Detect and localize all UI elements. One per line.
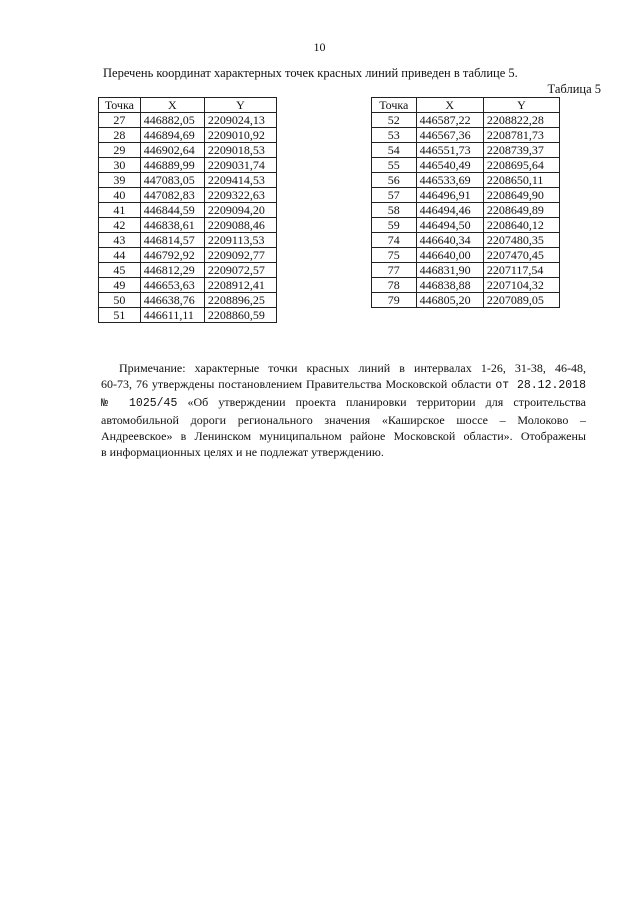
cell-y: 2208822,28 bbox=[483, 113, 559, 128]
cell-x: 446587,22 bbox=[416, 113, 483, 128]
cell-point: 75 bbox=[372, 248, 417, 263]
header-x: X bbox=[140, 98, 204, 113]
table-row bbox=[372, 158, 560, 173]
cell-y: 2209322,63 bbox=[204, 188, 276, 203]
cell-point: 55 bbox=[372, 158, 417, 173]
cell-point: 57 bbox=[372, 188, 417, 203]
coordinates-table-right bbox=[371, 97, 560, 308]
table-row bbox=[372, 113, 560, 128]
cell-x: 446551,73 bbox=[416, 143, 483, 158]
cell-y: 2208896,25 bbox=[204, 293, 276, 308]
table-row bbox=[99, 248, 277, 263]
cell-point: 39 bbox=[99, 173, 141, 188]
cell-x: 446640,34 bbox=[416, 233, 483, 248]
cell-y: 2208695,64 bbox=[483, 158, 559, 173]
table-row bbox=[99, 203, 277, 218]
note-line-2: 60-73, 76 утверждены постановлением Правительства Московской области bbox=[101, 377, 492, 391]
note-line bbox=[101, 376, 586, 394]
cell-point: 52 bbox=[372, 113, 417, 128]
cell-x: 447082,83 bbox=[140, 188, 204, 203]
cell-point: 30 bbox=[99, 158, 141, 173]
table-row bbox=[99, 158, 277, 173]
cell-point: 42 bbox=[99, 218, 141, 233]
cell-x: 446494,50 bbox=[416, 218, 483, 233]
header-point: Точка bbox=[372, 98, 417, 113]
resolution-date: от 28.12.2018 bbox=[495, 379, 586, 392]
cell-x: 446640,00 bbox=[416, 248, 483, 263]
table-row bbox=[372, 278, 560, 293]
cell-x: 446792,92 bbox=[140, 248, 204, 263]
page-number: 10 bbox=[313, 40, 326, 54]
coordinates-table-left bbox=[98, 97, 277, 323]
table-row bbox=[372, 263, 560, 278]
cell-point: 77 bbox=[372, 263, 417, 278]
cell-x: 446812,29 bbox=[140, 263, 204, 278]
cell-y: 2209092,77 bbox=[204, 248, 276, 263]
cell-x: 447083,05 bbox=[140, 173, 204, 188]
cell-y: 2207089,05 bbox=[483, 293, 559, 308]
cell-x: 446838,61 bbox=[140, 218, 204, 233]
table-row bbox=[99, 263, 277, 278]
table-row bbox=[372, 143, 560, 158]
note-line bbox=[101, 360, 586, 376]
cell-point: 49 bbox=[99, 278, 141, 293]
cell-x: 446902,64 bbox=[140, 143, 204, 158]
cell-y: 2208860,59 bbox=[204, 308, 276, 323]
cell-x: 446540,49 bbox=[416, 158, 483, 173]
cell-y: 2209010,92 bbox=[204, 128, 276, 143]
table-row bbox=[99, 308, 277, 323]
table-row bbox=[99, 113, 277, 128]
table-row bbox=[99, 293, 277, 308]
cell-y: 2208781,73 bbox=[483, 128, 559, 143]
note-line-5: Андреевское» в Ленинском муниципальном районе Московской области». Отображены bbox=[101, 429, 586, 443]
cell-point: 79 bbox=[372, 293, 417, 308]
cell-y: 2209031,74 bbox=[204, 158, 276, 173]
cell-point: 44 bbox=[99, 248, 141, 263]
table-row bbox=[99, 218, 277, 233]
table-row bbox=[372, 188, 560, 203]
cell-y: 2207470,45 bbox=[483, 248, 559, 263]
header-y: Y bbox=[483, 98, 559, 113]
header-x: X bbox=[416, 98, 483, 113]
cell-y: 2208650,11 bbox=[483, 173, 559, 188]
cell-y: 2208739,37 bbox=[483, 143, 559, 158]
cell-x: 446496,91 bbox=[416, 188, 483, 203]
note-line-6: в информационных целях и не подлежат утверждению. bbox=[101, 445, 384, 459]
cell-y: 2208649,89 bbox=[483, 203, 559, 218]
header-y: Y bbox=[204, 98, 276, 113]
cell-x: 446838,88 bbox=[416, 278, 483, 293]
table-caption: Таблица 5 bbox=[547, 82, 601, 96]
cell-point: 28 bbox=[99, 128, 141, 143]
note-line-3: «Об утверждении проекта планировки территории для строительства bbox=[187, 395, 586, 409]
cell-x: 446814,57 bbox=[140, 233, 204, 248]
table-header-row bbox=[99, 98, 277, 113]
cell-point: 51 bbox=[99, 308, 141, 323]
cell-x: 446805,20 bbox=[416, 293, 483, 308]
cell-y: 2208640,12 bbox=[483, 218, 559, 233]
cell-x: 446638,76 bbox=[140, 293, 204, 308]
intro-text: Перечень координат характерных точек красных линий приведен в таблице 5. bbox=[103, 66, 518, 80]
note-line bbox=[101, 412, 586, 428]
cell-y: 2209018,53 bbox=[204, 143, 276, 158]
cell-y: 2207480,35 bbox=[483, 233, 559, 248]
table-header-row bbox=[372, 98, 560, 113]
cell-x: 446494,46 bbox=[416, 203, 483, 218]
table-row bbox=[372, 248, 560, 263]
cell-point: 54 bbox=[372, 143, 417, 158]
table-row bbox=[372, 293, 560, 308]
cell-y: 2207104,32 bbox=[483, 278, 559, 293]
table-row bbox=[372, 218, 560, 233]
cell-x: 446889,99 bbox=[140, 158, 204, 173]
cell-y: 2209094,20 bbox=[204, 203, 276, 218]
cell-y: 2209414,53 bbox=[204, 173, 276, 188]
header-point: Точка bbox=[99, 98, 141, 113]
table-row bbox=[99, 233, 277, 248]
cell-point: 41 bbox=[99, 203, 141, 218]
cell-y: 2209088,46 bbox=[204, 218, 276, 233]
cell-x: 446831,90 bbox=[416, 263, 483, 278]
table-row bbox=[99, 143, 277, 158]
cell-point: 27 bbox=[99, 113, 141, 128]
cell-point: 29 bbox=[99, 143, 141, 158]
cell-x: 446653,63 bbox=[140, 278, 204, 293]
cell-x: 446533,69 bbox=[416, 173, 483, 188]
table-row bbox=[99, 278, 277, 293]
cell-y: 2208649,90 bbox=[483, 188, 559, 203]
cell-point: 56 bbox=[372, 173, 417, 188]
cell-y: 2209024,13 bbox=[204, 113, 276, 128]
cell-x: 446611,11 bbox=[140, 308, 204, 323]
table-row bbox=[372, 203, 560, 218]
cell-x: 446567,36 bbox=[416, 128, 483, 143]
note-line bbox=[101, 444, 586, 460]
table-row bbox=[99, 128, 277, 143]
table-row bbox=[99, 188, 277, 203]
cell-point: 40 bbox=[99, 188, 141, 203]
note-line-1: Примечание: характерные точки красных линий в интервалах 1-26, 31-38, 46-48, bbox=[119, 361, 586, 375]
table-row bbox=[372, 173, 560, 188]
table-row bbox=[99, 173, 277, 188]
cell-point: 53 bbox=[372, 128, 417, 143]
cell-point: 59 bbox=[372, 218, 417, 233]
cell-y: 2207117,54 bbox=[483, 263, 559, 278]
cell-point: 78 bbox=[372, 278, 417, 293]
note-line bbox=[101, 394, 586, 412]
table-row bbox=[372, 233, 560, 248]
cell-x: 446882,05 bbox=[140, 113, 204, 128]
resolution-number: № 1025/45 bbox=[101, 397, 178, 410]
cell-y: 2209113,53 bbox=[204, 233, 276, 248]
note-paragraph bbox=[101, 360, 586, 460]
cell-y: 2209072,57 bbox=[204, 263, 276, 278]
cell-x: 446844,59 bbox=[140, 203, 204, 218]
cell-x: 446894,69 bbox=[140, 128, 204, 143]
cell-point: 74 bbox=[372, 233, 417, 248]
cell-y: 2208912,41 bbox=[204, 278, 276, 293]
cell-point: 50 bbox=[99, 293, 141, 308]
note-line bbox=[101, 428, 586, 444]
cell-point: 43 bbox=[99, 233, 141, 248]
note-line-4: автомобильной дороги регионального значения «Каширское шоссе – Молоково – bbox=[101, 413, 586, 427]
table-row bbox=[372, 128, 560, 143]
cell-point: 45 bbox=[99, 263, 141, 278]
cell-point: 58 bbox=[372, 203, 417, 218]
